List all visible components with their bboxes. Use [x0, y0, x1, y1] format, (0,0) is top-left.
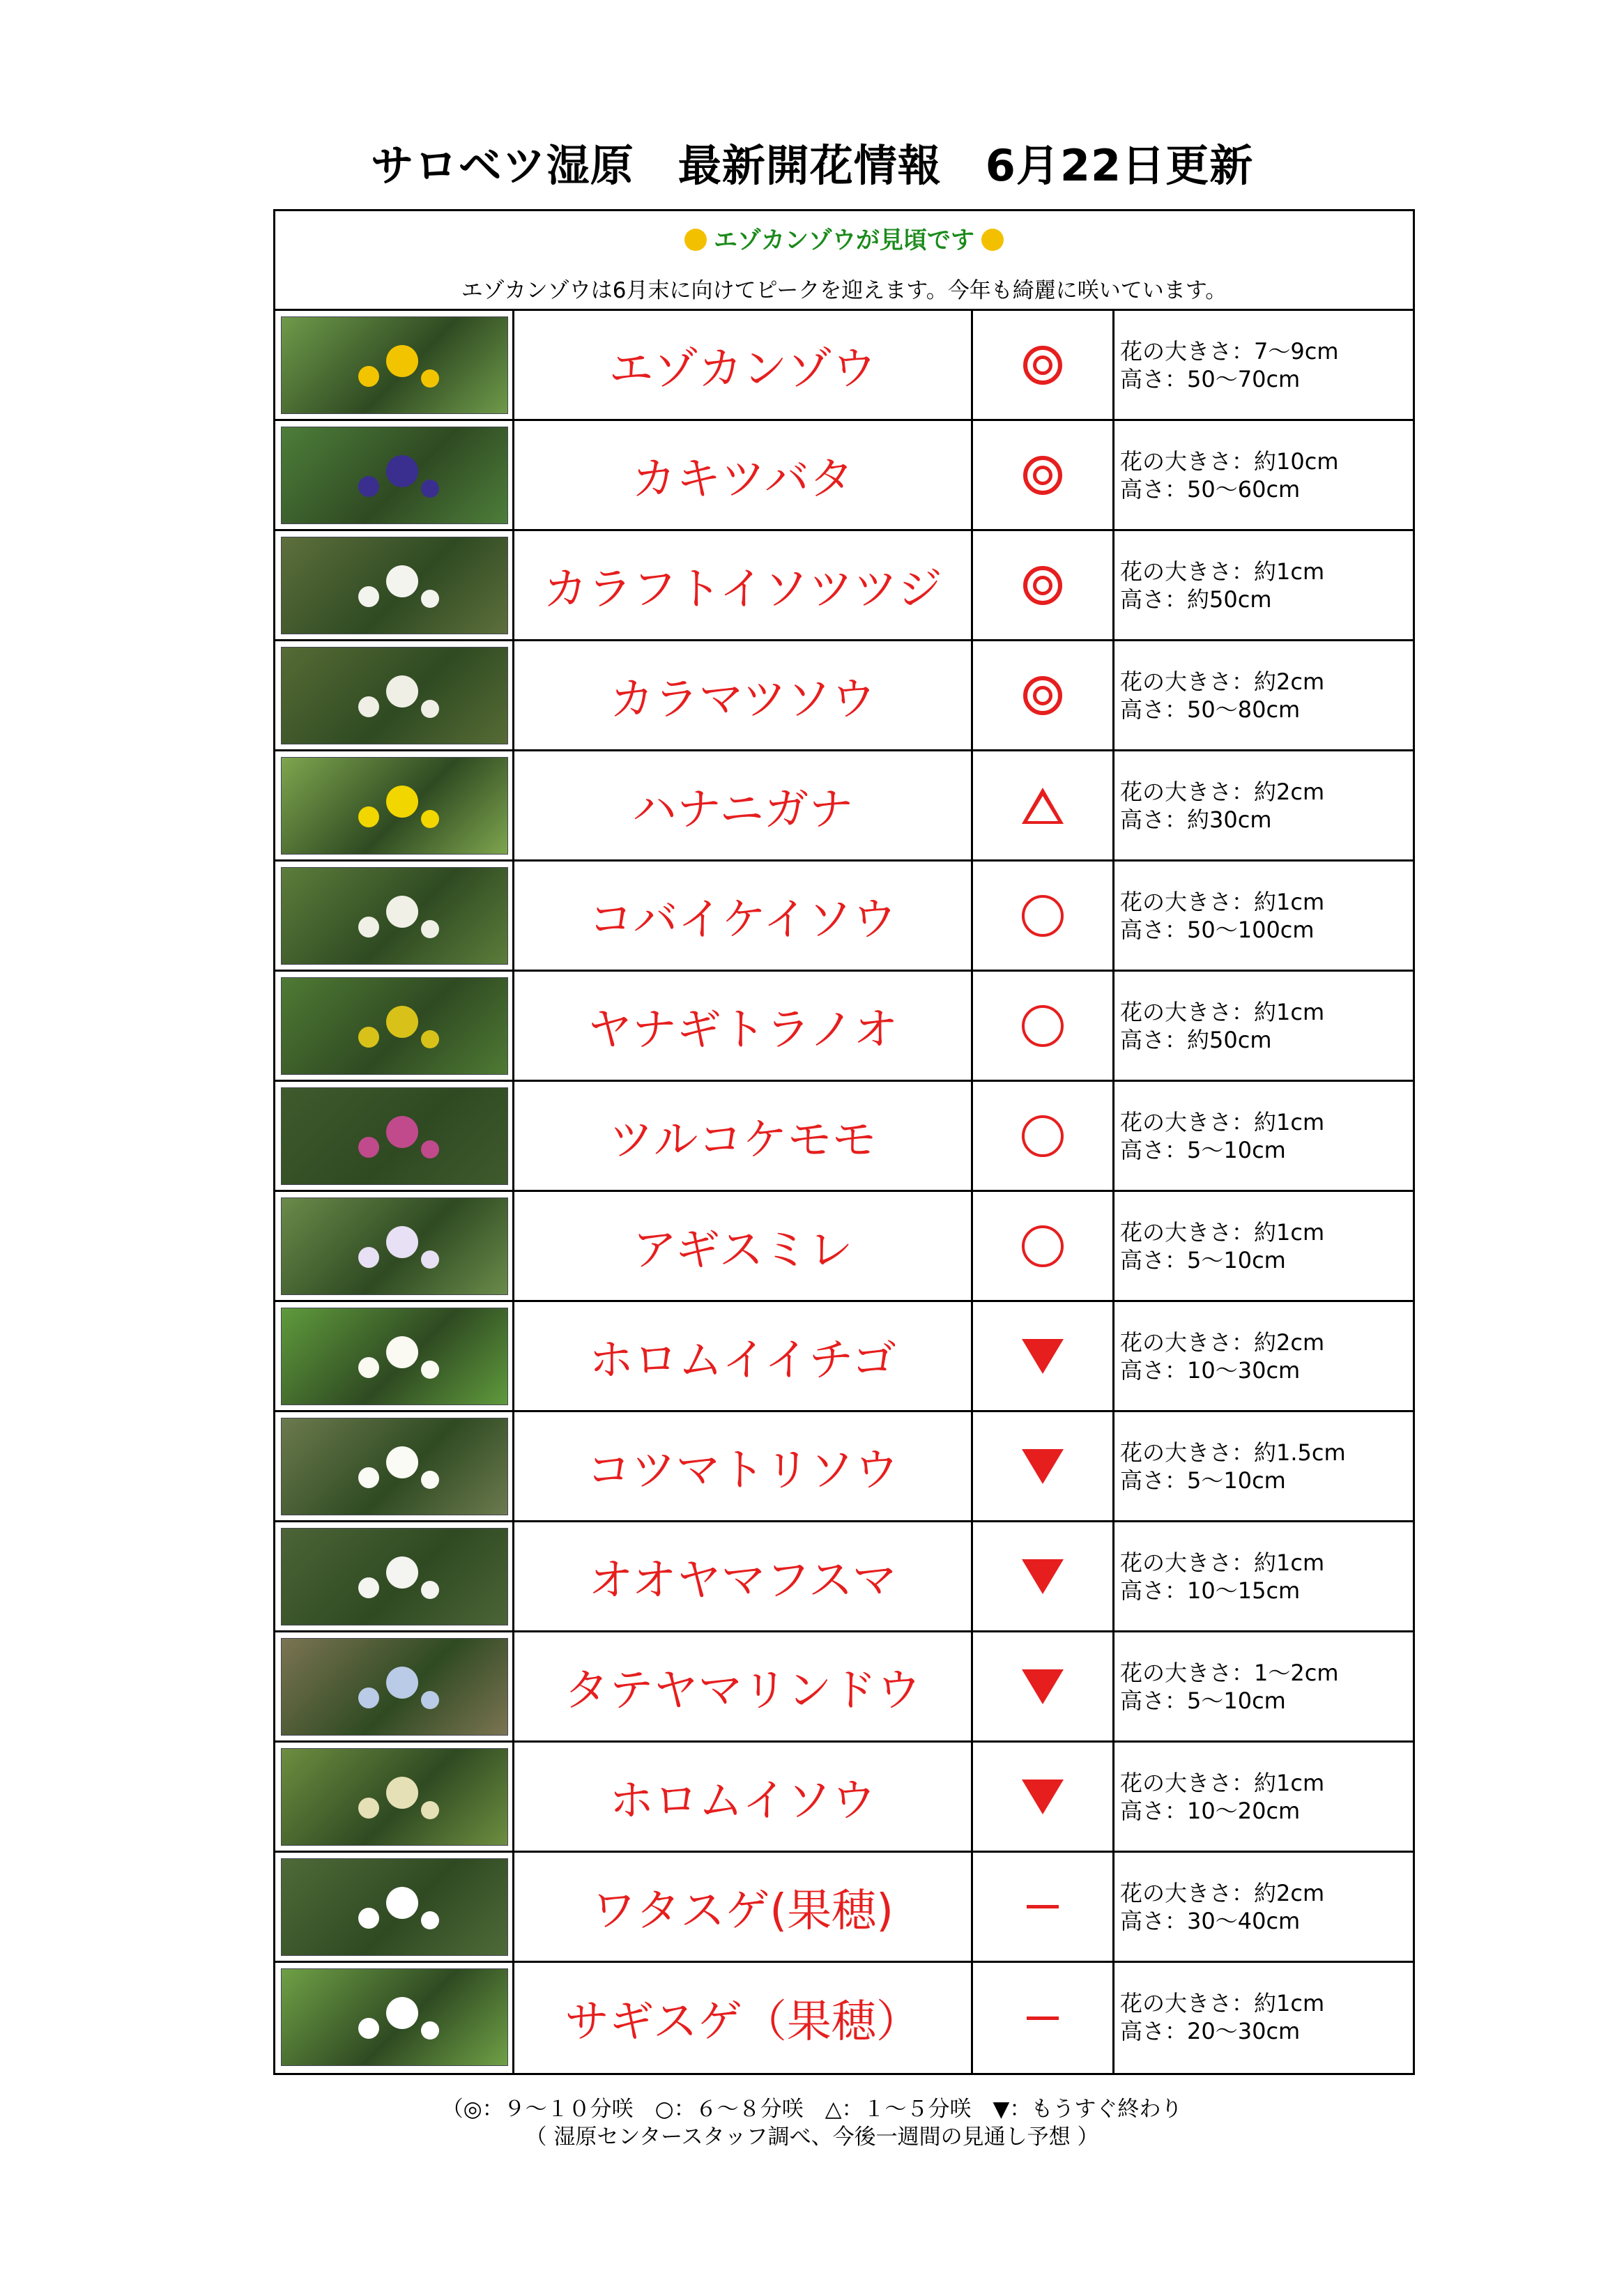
headline-text: エゾカンゾウが見頃です — [714, 227, 974, 254]
flower-name: コバイケイソウ — [514, 862, 973, 970]
flower-name: タテヤマリンドウ — [514, 1632, 973, 1740]
table-row — [275, 531, 1413, 641]
flower-name: ワタスゲ(果穂) — [514, 1853, 973, 1961]
flower-info — [1114, 1743, 1413, 1851]
bloom-status — [973, 1082, 1114, 1190]
flower-name: カラフトイソツツジ — [514, 531, 973, 639]
circle-icon — [1022, 1225, 1064, 1267]
table-row — [275, 1522, 1413, 1632]
table-row — [275, 1853, 1413, 1963]
table-row — [275, 311, 1413, 421]
photo-cell — [275, 1853, 514, 1961]
flower-blossom — [386, 1997, 418, 2029]
flower-height: 高さ：5〜10cm — [1120, 1137, 1286, 1163]
flower-size: 花の大きさ：7〜9cm — [1120, 338, 1339, 365]
table-row — [275, 1963, 1413, 2073]
flower-photo — [281, 1418, 508, 1515]
flower-blossom — [386, 565, 418, 597]
flower-name: オオヤマフスマ — [514, 1522, 973, 1630]
legend: （◎：９～１０分咲 ○：６～８分咲 △：１～５分咲 ▼：もうすぐ終わり — [441, 2097, 1183, 2122]
flower-height: 高さ：30〜40cm — [1120, 1908, 1301, 1934]
table-row — [275, 1082, 1413, 1192]
photo-cell — [275, 641, 514, 749]
flower-name: カキツバタ — [514, 421, 973, 529]
table-row — [275, 421, 1413, 531]
flower-photo — [281, 1528, 508, 1625]
flower-blossom — [421, 700, 439, 718]
flower-info — [1114, 1963, 1413, 2073]
bloom-status — [973, 421, 1114, 529]
flower-photo — [281, 647, 508, 744]
flower-blossom — [421, 920, 439, 938]
flower-blossom — [358, 1687, 379, 1708]
flower-blossom — [386, 455, 418, 487]
flower-info — [1114, 421, 1413, 529]
flower-blossom — [421, 590, 439, 608]
flower-name: ハナニガナ — [514, 751, 973, 859]
table-row — [275, 1302, 1413, 1412]
flower-blossom — [421, 2021, 439, 2039]
flower-height: 高さ：50〜60cm — [1120, 476, 1301, 503]
yellow-dot-icon — [684, 229, 707, 251]
flower-photo — [281, 977, 508, 1075]
flower-blossom — [358, 476, 379, 497]
header-description: エゾカンゾウは6月末に向けてピークを迎えます。今年も綺麗に咲いています。 — [461, 278, 1227, 303]
flower-blossom — [358, 1908, 379, 1929]
flower-blossom — [358, 1137, 379, 1158]
flower-blossom — [386, 1226, 418, 1258]
flower-height: 高さ：5〜10cm — [1120, 1687, 1286, 1714]
flower-info — [1114, 641, 1413, 749]
flower-blossom — [386, 1446, 418, 1478]
down-triangle-icon — [1022, 1559, 1064, 1594]
flower-info — [1114, 862, 1413, 970]
flower-height: 高さ：50〜80cm — [1120, 696, 1301, 723]
flower-size: 花の大きさ：約1cm — [1120, 1990, 1325, 2016]
survey-note: （ 湿原センタースタッフ調べ、今後一週間の見通し予想 ） — [525, 2125, 1099, 2150]
flower-blossom — [358, 1798, 379, 1819]
bloom-status — [973, 311, 1114, 419]
flower-size: 花の大きさ：約2cm — [1120, 668, 1325, 695]
bloom-status — [973, 641, 1114, 749]
flower-size: 花の大きさ：約1cm — [1120, 889, 1325, 915]
flower-height: 高さ：約50cm — [1120, 1027, 1272, 1053]
flower-size: 花の大きさ：約1cm — [1120, 1219, 1325, 1246]
triangle-icon — [1022, 788, 1064, 824]
flower-photo — [281, 1858, 508, 1956]
photo-cell — [275, 1412, 514, 1520]
flower-photo — [281, 427, 508, 524]
flower-blossom — [358, 586, 379, 607]
flower-photo — [281, 757, 508, 855]
photo-cell — [275, 1963, 514, 2073]
photo-cell — [275, 862, 514, 970]
flower-height: 高さ：50〜100cm — [1120, 917, 1315, 943]
flower-height: 高さ：約30cm — [1120, 806, 1272, 833]
bloom-status — [973, 862, 1114, 970]
flower-photo — [281, 537, 508, 634]
photo-cell — [275, 421, 514, 529]
flower-photo — [281, 1748, 508, 1846]
down-triangle-icon — [1022, 1669, 1064, 1704]
photo-cell — [275, 1082, 514, 1190]
flower-blossom — [386, 1777, 418, 1809]
flower-rows — [275, 311, 1413, 2073]
bloom-status — [973, 1302, 1114, 1410]
flower-info — [1114, 1082, 1413, 1190]
table-row — [275, 1743, 1413, 1853]
flower-photo — [281, 1197, 508, 1295]
photo-cell — [275, 1632, 514, 1740]
circle-icon — [1022, 895, 1064, 937]
photo-cell — [275, 1192, 514, 1300]
flower-blossom — [386, 345, 418, 377]
table-row — [275, 1632, 1413, 1743]
flower-photo — [281, 1968, 508, 2066]
page-title: サロベツ湿原 最新開花情報 6月22日更新 — [370, 140, 1254, 191]
flower-blossom — [421, 1030, 439, 1048]
flower-blossom — [421, 1471, 439, 1489]
flower-name: ツルコケモモ — [514, 1082, 973, 1190]
flower-info — [1114, 1302, 1413, 1410]
flower-info — [1114, 751, 1413, 859]
flower-name: ホロムイイチゴ — [514, 1302, 973, 1410]
flower-name: アギスミレ — [514, 1192, 973, 1300]
flower-photo — [281, 1638, 508, 1736]
circle-icon — [1022, 1005, 1064, 1047]
table-header — [275, 211, 1413, 311]
flower-blossom — [358, 366, 379, 387]
bloom-status — [973, 1743, 1114, 1851]
flower-photo — [281, 1308, 508, 1405]
photo-cell — [275, 531, 514, 639]
down-triangle-icon — [1022, 1780, 1064, 1814]
flower-blossom — [421, 369, 439, 388]
flower-blossom — [421, 1140, 439, 1158]
bloom-status — [973, 972, 1114, 1080]
flower-info — [1114, 972, 1413, 1080]
flower-blossom — [358, 2018, 379, 2039]
flower-blossom — [358, 1357, 379, 1378]
table-row — [275, 972, 1413, 1082]
bloom-status — [973, 1192, 1114, 1300]
flower-blossom — [421, 480, 439, 498]
dash-icon — [1027, 2016, 1059, 2020]
table-row — [275, 751, 1413, 862]
photo-cell — [275, 1743, 514, 1851]
flower-blossom — [421, 1361, 439, 1379]
flower-name: コツマトリソウ — [514, 1412, 973, 1520]
photo-cell — [275, 1302, 514, 1410]
flower-blossom — [358, 917, 379, 937]
flower-blossom — [421, 810, 439, 828]
flower-info — [1114, 1412, 1413, 1520]
bloom-status — [973, 1963, 1114, 2073]
flower-size: 花の大きさ：約1cm — [1120, 1109, 1325, 1135]
flower-name: カラマツソウ — [514, 641, 973, 749]
flower-size: 花の大きさ：約1.5cm — [1120, 1439, 1346, 1466]
flower-height: 高さ：10〜20cm — [1120, 1798, 1301, 1824]
double-circle-icon — [1023, 346, 1062, 385]
flower-photo — [281, 867, 508, 965]
flower-blossom — [386, 1667, 418, 1699]
flower-blossom — [386, 1116, 418, 1148]
flower-name: ヤナギトラノオ — [514, 972, 973, 1080]
flower-size: 花の大きさ：約2cm — [1120, 1880, 1325, 1906]
double-circle-icon — [1023, 676, 1062, 715]
bloom-table — [273, 209, 1415, 2075]
table-row — [275, 641, 1413, 751]
flower-name: エゾカンゾウ — [514, 311, 973, 419]
flower-height: 高さ：20〜30cm — [1120, 2018, 1301, 2044]
photo-cell — [275, 751, 514, 859]
flower-blossom — [386, 896, 418, 928]
flower-info — [1114, 531, 1413, 639]
table-row — [275, 1192, 1413, 1302]
flower-name: サギスゲ（果穂） — [514, 1963, 973, 2073]
flower-size: 花の大きさ：約2cm — [1120, 1329, 1325, 1356]
flower-size: 花の大きさ：約10cm — [1120, 448, 1339, 475]
flower-size: 花の大きさ：約1cm — [1120, 1549, 1325, 1576]
photo-cell — [275, 311, 514, 419]
headline — [275, 221, 1413, 255]
flower-blossom — [421, 1250, 439, 1269]
down-triangle-icon — [1022, 1339, 1064, 1374]
flower-height: 高さ：10〜30cm — [1120, 1357, 1301, 1384]
flower-height: 高さ：5〜10cm — [1120, 1467, 1286, 1494]
table-row — [275, 862, 1413, 972]
flower-blossom — [421, 1581, 439, 1599]
flower-blossom — [421, 1911, 439, 1929]
double-circle-icon — [1023, 566, 1062, 605]
flower-blossom — [386, 1336, 418, 1368]
down-triangle-icon — [1022, 1449, 1064, 1484]
flower-height: 高さ：10〜15cm — [1120, 1577, 1301, 1604]
flower-blossom — [386, 1006, 418, 1038]
flower-photo — [281, 316, 508, 414]
flower-size: 花の大きさ：約1cm — [1120, 999, 1325, 1025]
flower-size: 花の大きさ：1〜2cm — [1120, 1660, 1339, 1686]
flower-photo — [281, 1087, 508, 1185]
flower-blossom — [358, 1247, 379, 1268]
bloom-status — [973, 1632, 1114, 1740]
double-circle-icon — [1023, 456, 1062, 495]
bloom-status — [973, 531, 1114, 639]
table-row — [275, 1412, 1413, 1522]
flower-info — [1114, 1632, 1413, 1740]
flower-height: 高さ：50〜70cm — [1120, 366, 1301, 392]
flower-info — [1114, 1853, 1413, 1961]
flower-info — [1114, 1192, 1413, 1300]
flower-blossom — [386, 675, 418, 707]
flower-info — [1114, 311, 1413, 419]
bloom-status — [973, 1522, 1114, 1630]
flower-blossom — [386, 1556, 418, 1589]
yellow-dot-icon — [981, 229, 1004, 251]
flower-size: 花の大きさ：約1cm — [1120, 1770, 1325, 1796]
flower-name: ホロムイソウ — [514, 1743, 973, 1851]
dash-icon — [1027, 1905, 1059, 1908]
flower-blossom — [358, 696, 379, 717]
flower-blossom — [358, 1577, 379, 1598]
flower-blossom — [358, 1467, 379, 1488]
flower-size: 花の大きさ：約1cm — [1120, 558, 1325, 585]
flower-blossom — [358, 806, 379, 827]
bloom-status — [973, 1853, 1114, 1961]
flower-blossom — [421, 1691, 439, 1709]
flower-blossom — [358, 1027, 379, 1048]
flower-height: 高さ：約50cm — [1120, 586, 1272, 613]
flower-size: 花の大きさ：約2cm — [1120, 779, 1325, 805]
flower-blossom — [421, 1801, 439, 1819]
bloom-status — [973, 1412, 1114, 1520]
photo-cell — [275, 972, 514, 1080]
circle-icon — [1022, 1115, 1064, 1157]
bloom-status — [973, 751, 1114, 859]
flower-blossom — [386, 786, 418, 818]
flower-blossom — [386, 1887, 418, 1919]
flower-height: 高さ：5〜10cm — [1120, 1247, 1286, 1273]
flower-info — [1114, 1522, 1413, 1630]
photo-cell — [275, 1522, 514, 1630]
